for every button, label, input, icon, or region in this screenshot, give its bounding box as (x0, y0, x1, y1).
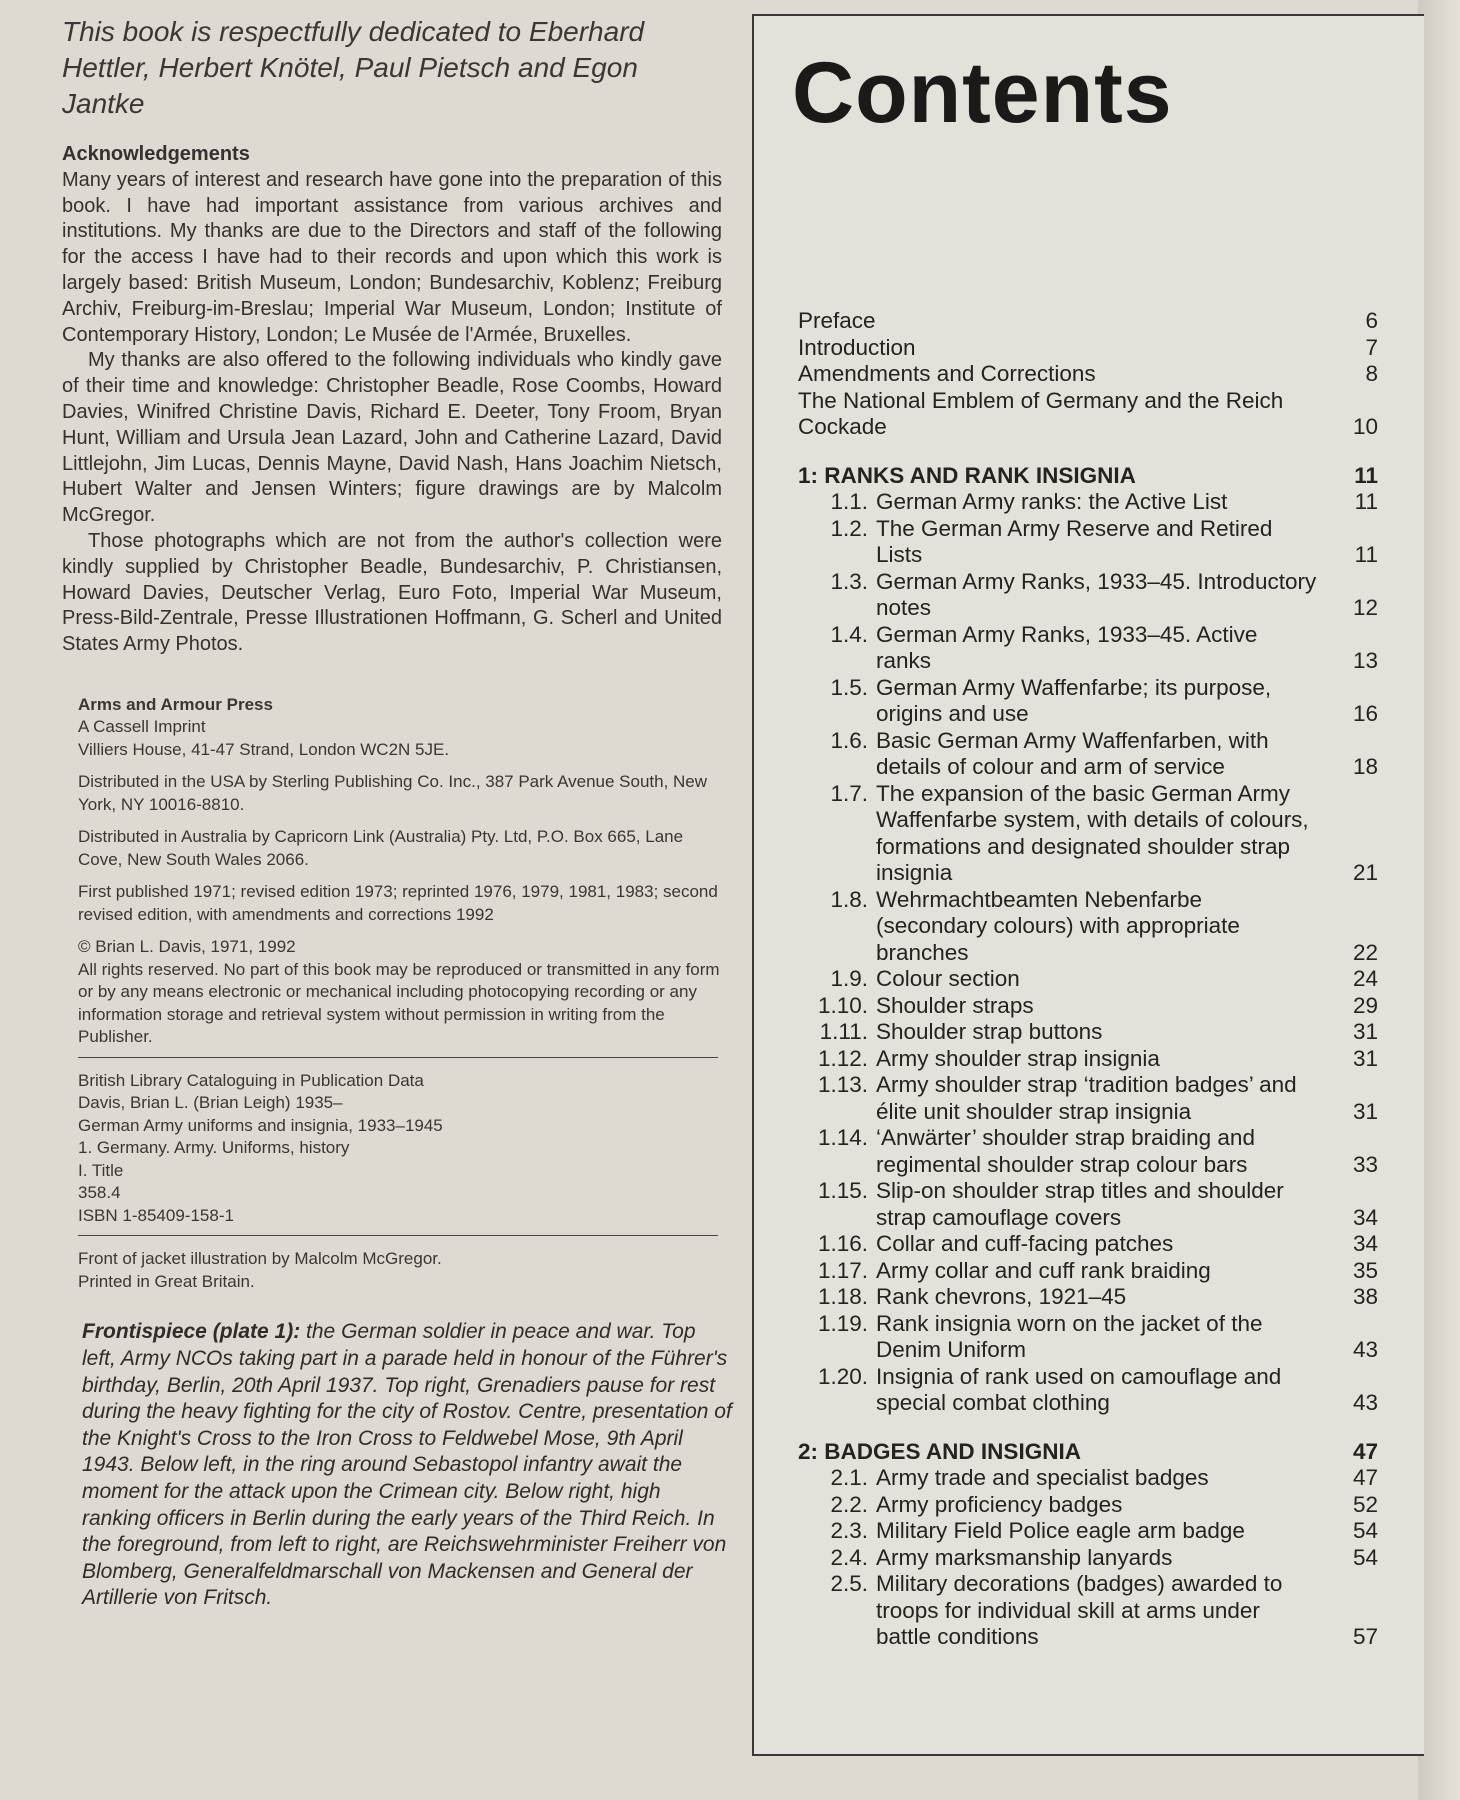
toc-entry-page: 24 (1352, 966, 1378, 991)
toc-entry-number: 1.8. (830, 886, 868, 912)
toc-entry-page: 16 (1352, 701, 1378, 726)
toc-entry-page: 11 (1354, 489, 1378, 514)
contents-title: Contents (792, 45, 1173, 141)
cip-line: I. Title (78, 1160, 124, 1180)
toc-entry-title (812, 966, 1334, 993)
toc-entry-page: 43 (1352, 1390, 1378, 1415)
toc-entry-number: 1.18. (817, 1284, 868, 1309)
toc-entry-title (812, 1492, 1334, 1519)
toc-entry-number: 2.1. (830, 1465, 868, 1490)
toc-entry-text: German Army Ranks, 1933–45. Active ranks (876, 621, 1258, 673)
toc-entry-number: 1.20. (817, 1363, 868, 1389)
toc-entry-number: 1.12. (817, 1045, 868, 1071)
toc-entry (798, 1311, 1378, 1364)
toc-entry-title (812, 728, 1334, 781)
toc-entry (798, 622, 1378, 675)
toc-entry-number: 1.11. (819, 1019, 868, 1044)
toc-entry-title (812, 569, 1334, 622)
toc-entry-text: The German Army Reserve and Retired Lists (876, 515, 1273, 567)
toc-entry-text: Slip-on shoulder strap titles and shoulder strap camouflage covers (876, 1178, 1284, 1230)
toc-entry-text: Army shoulder strap insignia (876, 1045, 1160, 1071)
contents-box (752, 14, 1424, 1756)
toc-section-heading (798, 1439, 1378, 1466)
toc-entry-text: Colour section (876, 966, 1020, 991)
toc-entry (798, 1571, 1378, 1651)
toc-entry-title (812, 1046, 1334, 1073)
toc-entry-text: Shoulder strap buttons (876, 1019, 1103, 1044)
toc-entry-title (812, 675, 1334, 728)
toc-entry-page: 7 (1365, 334, 1378, 360)
toc-entry-title: 1: RANKS AND RANK INSIGNIA (798, 462, 1136, 488)
toc-entry (798, 675, 1378, 728)
toc-entry (798, 728, 1378, 781)
toc-entry-page: 54 (1352, 1518, 1378, 1543)
toc-entry-number: 2.3. (830, 1518, 868, 1543)
rights-notice: All rights reserved. No part of this book may be reproduced or transmitted in any form or by any means electronic or mechanical including photocopying recording or any information storage and retrieval system without permission in writing from the Publisher. (78, 959, 720, 1047)
toc-entry-page: 43 (1352, 1337, 1378, 1362)
toc-entry-title (812, 1284, 1334, 1311)
cip-line: British Library Cataloguing in Publication Data (78, 1070, 424, 1090)
toc-entry-number: 1.7. (830, 780, 868, 806)
acknowledgements-paragraph-3: Those photographs which are not from the author's collection were kindly supplied by Christopher Beadle, Bundesarchiv, P. Christiansen, Howard Davies, Deutscher Verlag, Euro Foto, Imperial War Museum, Press-Bild-Zentrale, Presse Illustrationen Hoffmann, G. Scherl and United States Army Photos. (62, 529, 722, 656)
toc-entry-text: Military decorations (badges) awarded to troops for individual skill at arms under battle conditions (876, 1571, 1283, 1649)
toc-entry (798, 1258, 1378, 1285)
toc-entry (798, 1231, 1378, 1258)
toc-entry-title: Preface (798, 308, 876, 333)
toc-entry-text: German Army ranks: the Active List (876, 489, 1228, 514)
toc-entry-title (812, 516, 1334, 569)
toc-entry-page: 34 (1352, 1231, 1378, 1256)
toc-entry-number: 2.2. (830, 1491, 868, 1517)
toc-entry-number: 2.5. (830, 1571, 868, 1596)
toc-entry (798, 1019, 1378, 1046)
toc-entry-page: 31 (1352, 1045, 1378, 1071)
toc-entry-page: 34 (1352, 1204, 1378, 1230)
cip-line: German Army uniforms and insignia, 1933–1945 (78, 1115, 443, 1135)
toc-entry (798, 516, 1378, 569)
cip-line: 1. Germany. Army. Uniforms, history (78, 1138, 350, 1158)
toc-entry-page: 11 (1354, 462, 1378, 488)
distribution-australia: Distributed in Australia by Capricorn Link (Australia) Pty. Ltd, P.O. Box 665, Lane Cove, New South Wales 2066. (78, 827, 684, 869)
publisher-imprint: A Cassell Imprint (78, 717, 206, 737)
toc-entry-title (812, 1518, 1334, 1545)
toc-entry-text: Shoulder straps (876, 992, 1034, 1018)
cip-line: 358.4 (78, 1183, 121, 1203)
toc-entry-title (812, 1072, 1334, 1125)
toc-entry-page: 47 (1352, 1438, 1378, 1464)
copyright-notice: © Brian L. Davis, 1971, 1992 (78, 937, 296, 957)
acknowledgements (62, 142, 722, 658)
toc-entry-title (812, 489, 1334, 516)
toc-entry-number: 1.5. (830, 674, 868, 700)
publisher-info (62, 694, 728, 1294)
toc-entry-page: 13 (1352, 648, 1378, 673)
toc-entry-number: 1.16. (817, 1231, 868, 1256)
toc-entry (798, 1492, 1378, 1519)
toc-entry-text: Collar and cuff-facing patches (876, 1231, 1174, 1256)
toc-entry-text: Army proficiency badges (876, 1491, 1123, 1517)
toc-entry-text: German Army Ranks, 1933–45. Introductory notes (876, 568, 1317, 620)
toc-entry (798, 308, 1378, 335)
toc-entry-number: 1.3. (830, 568, 868, 594)
divider (78, 1235, 718, 1236)
dedication: This book is respectfully dedicated to Eberhard Hettler, Herbert Knötel, Paul Pietsch and Egon Jantke (62, 16, 645, 119)
toc-entry-number: 2.4. (830, 1544, 868, 1570)
toc-entry (798, 966, 1378, 993)
toc-entry-text: ‘Anwärter’ shoulder strap braiding and regimental shoulder strap colour bars (876, 1125, 1255, 1177)
toc-entry-text: Army marksmanship lanyards (876, 1544, 1173, 1570)
page-edge (1418, 0, 1460, 1800)
toc-entry-title (812, 887, 1334, 967)
toc-entry-number: 1.9. (830, 966, 868, 991)
toc-entry-number: 1.2. (830, 515, 868, 541)
toc-entry-page: 57 (1352, 1624, 1378, 1649)
toc-entry-title: The National Emblem of Germany and the Reich Cockade (798, 387, 1284, 439)
toc-entry-page: 6 (1365, 308, 1378, 333)
toc-entry-page: 10 (1352, 414, 1378, 439)
publisher-name: Arms and Armour Press (78, 694, 273, 714)
toc-entry-number: 1.14. (817, 1125, 868, 1150)
toc-entry (798, 1178, 1378, 1231)
acknowledgements-heading: Acknowledgements (62, 143, 250, 165)
toc-entry-page: 47 (1352, 1465, 1378, 1490)
toc-entry (798, 1284, 1378, 1311)
toc-section-heading (798, 463, 1378, 490)
printed-in: Printed in Great Britain. (78, 1271, 255, 1291)
toc-entry (798, 569, 1378, 622)
acknowledgements-paragraph-2: My thanks are also offered to the following individuals who kindly gave of their time and knowledge: Christopher Beadle, Rose Coombs, Howard Davies, Winifred Christine Davis, Richard E. Deeter, Tony Froom, Bryan Hunt, William and Ursula Jean Lazard, John and Catherine Lazard, David Littlejohn, Jim Lucas, Dennis Mayne, David Nash, Hans Joachim Nietsch, Hubert Walter and Jensen Winters; figure drawings are by Malcolm McGregor. (62, 349, 722, 527)
cip-line: Davis, Brian L. (Brian Leigh) 1935– (78, 1093, 343, 1113)
toc-entry (798, 1046, 1378, 1073)
toc-entry-page: 29 (1352, 992, 1378, 1018)
publisher-block (78, 694, 728, 762)
toc-entry-page: 33 (1352, 1151, 1378, 1177)
toc-entry (798, 1545, 1378, 1572)
toc-entry-page: 18 (1352, 754, 1378, 779)
toc-entry-title (812, 1231, 1334, 1258)
toc-entry-text: Insignia of rank used on camouflage and special combat clothing (876, 1363, 1282, 1415)
frontispiece-label: Frontispiece (plate 1): (82, 1320, 301, 1344)
toc-entry (798, 335, 1378, 362)
toc-entry-title (812, 781, 1334, 887)
toc-entry-number: 1.15. (817, 1178, 868, 1203)
toc-entry-title (812, 1258, 1334, 1285)
toc-entry-title (812, 1019, 1334, 1046)
toc-entry-title (812, 1545, 1334, 1572)
toc-entry (798, 361, 1378, 388)
cip-data (78, 1070, 728, 1228)
toc-entry-number: 1.6. (830, 727, 868, 753)
toc-entry-text: Wehrmachtbeamten Nebenfarbe (secondary colours) with appropriate branches (876, 886, 1240, 965)
toc-entry-title (812, 1311, 1334, 1364)
toc-entry-page: 35 (1352, 1257, 1378, 1283)
toc-entry-text: The expansion of the basic German Army Waffenfarbe system, with details of colours, formations and designated shoulder strap insignia (876, 780, 1309, 885)
toc-entry (798, 1364, 1378, 1417)
toc-entry-number: 1.10. (817, 992, 868, 1018)
divider (78, 1057, 718, 1058)
frontispiece-text: the German soldier in peace and war. Top left, Army NCOs taking part in a parade held in honour of the Führer's birthday, Berlin, 20th April 1937. Top right, Grenadiers pause for rest during the heavy fighting for the city of Rostov. Centre, presentation of the Knight's Cross to the Iron Cross to Feldwebel Mose, 9th April 1943. Below left, in the ring around Sebastopol infantry await the moment for the attack upon the Crimean city. Below right, high ranking officers in Berlin during the early years of the Third Reich. In the foreground, from left to right, are Reichswehrminister Freiherr von Blomberg, Generalfeldmarschall von Mackensen and General der Artillerie von Fritsch. (82, 1320, 732, 1610)
toc-entry (798, 489, 1378, 516)
toc-entry (798, 781, 1378, 887)
toc-entry-page: 31 (1352, 1019, 1378, 1044)
toc-entry-page: 38 (1352, 1284, 1378, 1309)
toc-entry-title: Introduction (798, 334, 916, 360)
toc-entry-text: Basic German Army Waffenfarben, with details of colour and arm of service (876, 727, 1269, 779)
toc-entry-number: 1.19. (817, 1310, 868, 1336)
distribution-usa: Distributed in the USA by Sterling Publishing Co. Inc., 387 Park Avenue South, New York, NY 10016-8810. (78, 772, 708, 814)
toc-entry-title: 2: BADGES AND INSIGNIA (798, 1438, 1081, 1464)
toc-entry-page: 11 (1354, 542, 1378, 567)
toc-entry-title (812, 1571, 1334, 1651)
toc-entry-page: 21 (1352, 860, 1378, 885)
toc-entry (798, 1465, 1378, 1492)
toc-entry-page: 54 (1352, 1544, 1378, 1570)
toc-entry-number: 1.13. (817, 1072, 868, 1097)
toc-entry-number: 1.4. (830, 621, 868, 647)
toc-entry-title (812, 622, 1334, 675)
toc-entry (798, 1072, 1378, 1125)
left-column (62, 14, 732, 1612)
toc-entry (798, 1125, 1378, 1178)
toc-entry-number: 1.17. (817, 1257, 868, 1283)
publication-history: First published 1971; revised edition 1973; reprinted 1976, 1979, 1981, 1983; second revised edition, with amendments and corrections 1992 (78, 882, 718, 924)
toc-entry-page: 31 (1352, 1098, 1378, 1124)
toc-entry-page: 52 (1352, 1491, 1378, 1517)
toc-entry-text: Army trade and specialist badges (876, 1465, 1209, 1490)
toc-entry-page: 22 (1352, 939, 1378, 965)
publisher-address: Villiers House, 41-47 Strand, London WC2N 5JE. (78, 739, 450, 759)
toc-entry-title (812, 1178, 1334, 1231)
toc-entry-title: Amendments and Corrections (798, 361, 1096, 386)
toc-entry (798, 993, 1378, 1020)
toc-entry-text: Military Field Police eagle arm badge (876, 1518, 1245, 1543)
jacket-credit: Front of jacket illustration by Malcolm McGregor. (78, 1249, 442, 1269)
toc-entry-number: 1.1. (830, 489, 868, 514)
toc-entry-text: Army shoulder strap ‘tradition badges’ and élite unit shoulder strap insignia (876, 1072, 1297, 1124)
toc-entry (798, 1518, 1378, 1545)
toc-entry-page: 12 (1352, 595, 1378, 620)
cip-line: ISBN 1-85409-158-1 (78, 1205, 234, 1225)
acknowledgements-paragraph-1: Many years of interest and research have gone into the preparation of this book. I have had important assistance from various archives and institutions. My thanks are due to the Directors and staff of the following for the access I have had to their records and upon which this work is largely based: British Museum, London; Bundesarchiv, Koblenz; Freiburg Archiv, Freiburg-im-Breslau; Imperial War Museum, London; Institute of Contemporary History, London; Le Musée de l'Armée, Bruxelles. (62, 168, 722, 346)
toc-entry-title (812, 993, 1334, 1020)
toc-entry-text: Rank chevrons, 1921–45 (876, 1284, 1127, 1309)
toc-entry-text: Army collar and cuff rank braiding (876, 1257, 1211, 1283)
toc-entry (798, 887, 1378, 967)
toc-entry-text: German Army Waffenfarbe; its purpose, origins and use (876, 674, 1272, 726)
toc-entry (798, 388, 1378, 441)
toc-entry-title (812, 1125, 1334, 1178)
toc-entry-title (812, 1465, 1334, 1492)
toc-entry-page: 8 (1365, 361, 1378, 386)
toc-entry-title (812, 1364, 1334, 1417)
frontispiece-caption (62, 1319, 732, 1612)
table-of-contents (798, 308, 1378, 1651)
toc-entry-text: Rank insignia worn on the jacket of the Denim Uniform (876, 1310, 1263, 1362)
